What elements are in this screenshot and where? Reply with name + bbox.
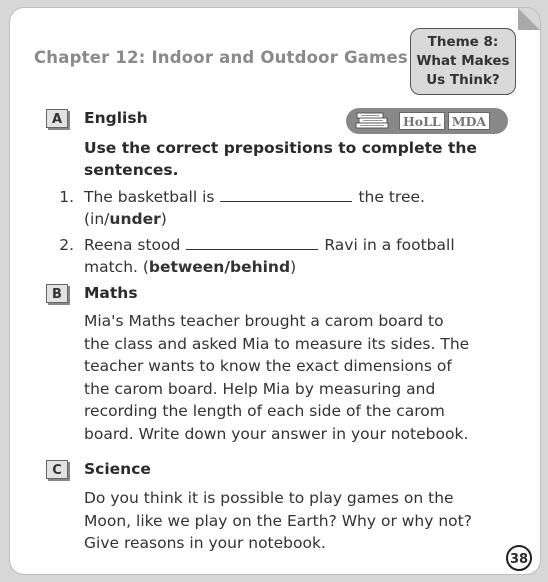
question-1-text-before: The basketball is bbox=[84, 188, 215, 206]
q2-options-bold: between/behind bbox=[148, 258, 291, 276]
answer-blank-1[interactable] bbox=[220, 200, 352, 202]
section-title-science: Science bbox=[84, 460, 151, 478]
english-instruction bbox=[84, 137, 484, 181]
q2-options-close: ) bbox=[290, 258, 297, 276]
section-letter-b: B bbox=[46, 284, 68, 303]
q1-options-bold: under bbox=[109, 210, 161, 228]
page-corner-fold bbox=[518, 8, 540, 30]
question-1-options bbox=[84, 208, 167, 230]
question-2-line-1 bbox=[84, 234, 455, 256]
question-2-number: 2. bbox=[59, 236, 74, 254]
instruction-line-2: sentences. bbox=[84, 161, 179, 179]
question-2-text-before: Reena stood bbox=[84, 236, 181, 254]
science-line: Do you think it is possible to play games on the bbox=[84, 489, 454, 507]
maths-line: recording the length of each side of the carom bbox=[84, 402, 445, 421]
section-title-english: English bbox=[84, 109, 148, 127]
section-title-maths: Maths bbox=[84, 284, 138, 302]
q1-options-open: (in/ bbox=[84, 210, 110, 228]
skill-badges bbox=[346, 108, 508, 134]
theme-line-1: Theme 8: bbox=[427, 34, 499, 50]
answer-blank-2[interactable] bbox=[186, 248, 318, 250]
page-number: 38 bbox=[506, 545, 532, 571]
maths-line: the carom board. Help Mia by measuring and bbox=[84, 379, 436, 398]
q1-options-close: ) bbox=[160, 210, 167, 228]
instruction-line-1: Use the correct prepositions to complete the bbox=[84, 139, 477, 157]
science-paragraph bbox=[84, 487, 472, 555]
science-line: Moon, like we play on the Earth? Why or why not? bbox=[84, 511, 472, 530]
q2-options-pre: match. ( bbox=[84, 258, 149, 276]
question-2-text-after: Ravi in a football bbox=[324, 236, 455, 254]
science-line: Give reasons in your notebook. bbox=[84, 534, 326, 553]
maths-paragraph bbox=[84, 310, 469, 446]
theme-box bbox=[410, 28, 516, 95]
question-2-options bbox=[84, 256, 296, 278]
books-icon bbox=[350, 112, 396, 130]
question-1-number: 1. bbox=[59, 188, 74, 206]
section-letter-c: C bbox=[46, 460, 68, 479]
theme-line-2: What Makes bbox=[416, 53, 510, 69]
maths-line: teacher wants to know the exact dimensions of bbox=[84, 357, 452, 376]
mda-badge: MDA bbox=[448, 112, 490, 130]
maths-line: the class and asked Mia to measure its sides. The bbox=[84, 334, 470, 353]
chapter-title: Chapter 12: Indoor and Outdoor Games bbox=[34, 48, 408, 67]
section-letter-a: A bbox=[46, 109, 68, 128]
theme-line-3: Us Think? bbox=[426, 72, 500, 88]
question-1-text-after: the tree. bbox=[358, 188, 425, 206]
maths-line: board. Write down your answer in your notebook. bbox=[84, 424, 469, 443]
holl-badge: HoLL bbox=[399, 112, 445, 130]
worksheet-page bbox=[10, 8, 540, 574]
maths-line: Mia's Maths teacher brought a carom board to bbox=[84, 312, 444, 330]
question-1-line-1 bbox=[84, 186, 425, 208]
